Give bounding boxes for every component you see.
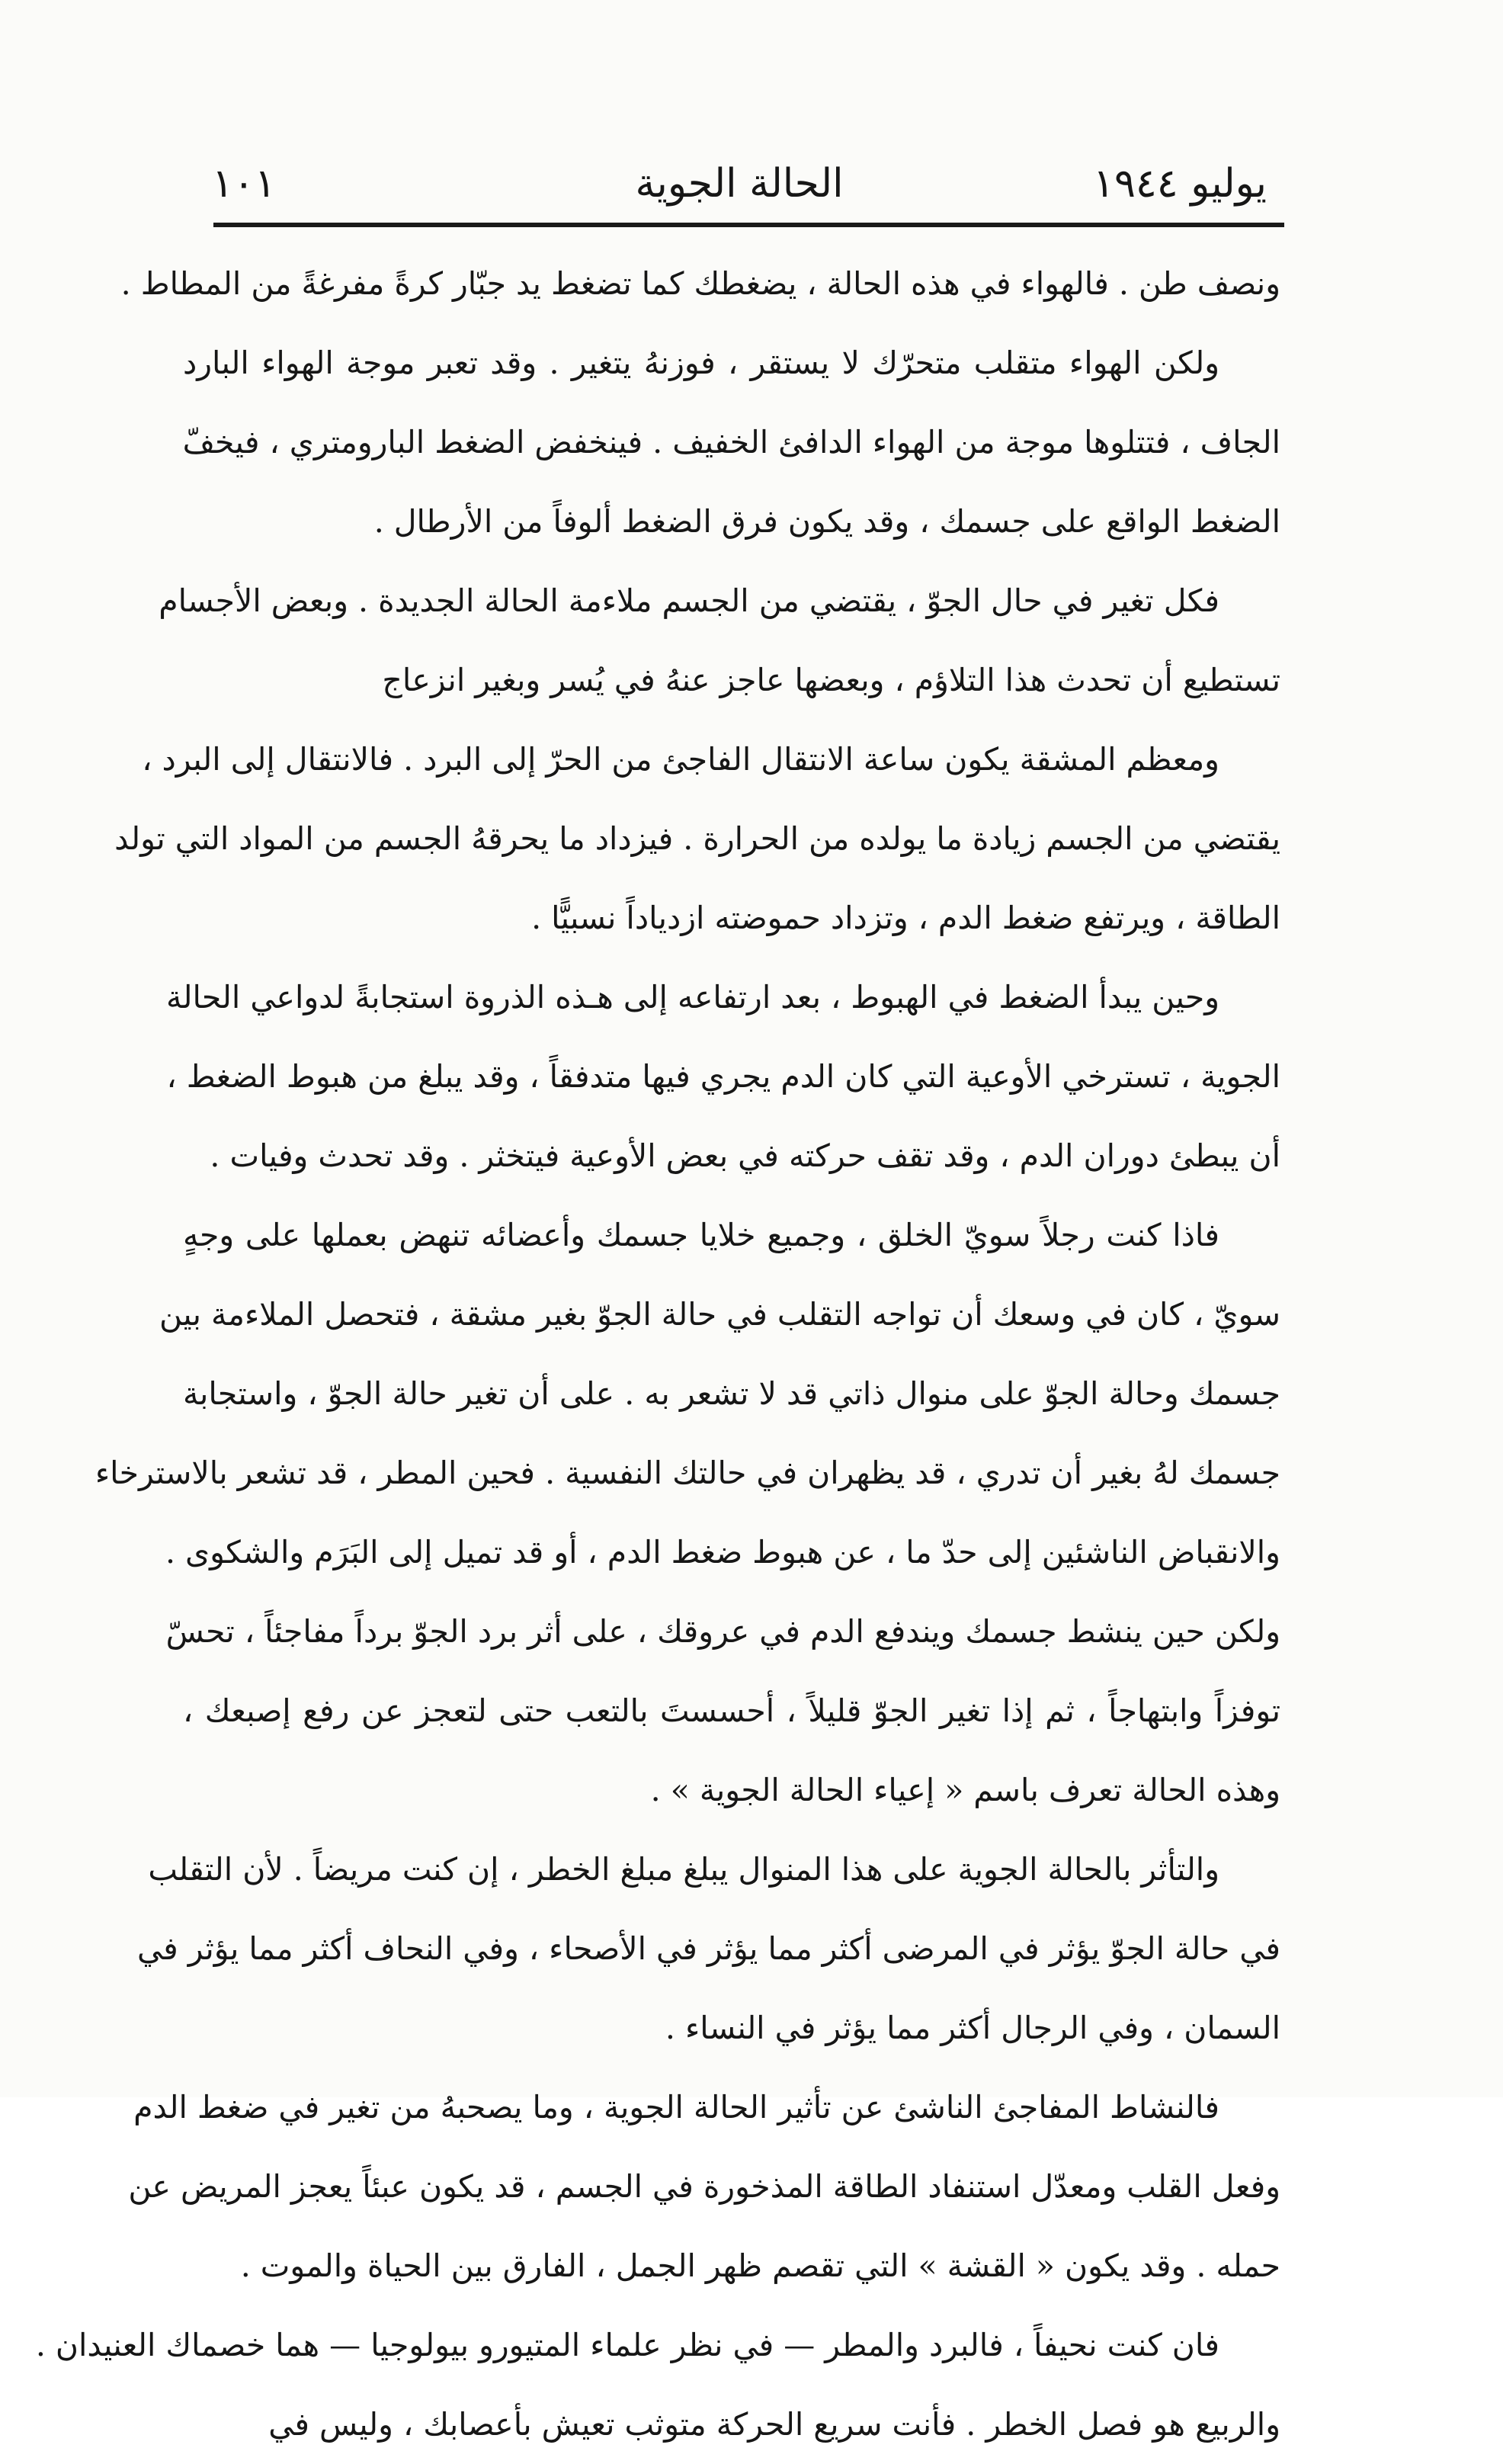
text-line: والانقباض الناشئين إلى حدّ ما ، عن هبوط ضغط الدم ، أو قد تميل إلى البَرَم والشكوى . <box>165 1534 1280 1570</box>
paragraph <box>35 2305 1280 2464</box>
paragraph <box>159 561 1280 720</box>
text-line: فالنشاط المفاجئ الناشئ عن تأثير الحالة الجوية ، وما يصحبهُ من تغير في ضغط الدم <box>133 2089 1219 2126</box>
text-line: تستطيع أن تحدث هذا التلاؤم ، وبعضها عاجز عنهُ في يُسر وبغير انزعاج <box>382 662 1280 698</box>
text-line: جسمك لهُ بغير أن تدري ، قد يظهران في حالتك النفسية . فحين المطر ، قد تشعر بالاسترخاء <box>95 1455 1280 1491</box>
text-line: الجوية ، تسترخي الأوعية التي كان الدم يجري فيها متدفقاً ، وقد يبلغ من هبوط الضغط ، <box>166 1058 1280 1095</box>
paragraph <box>95 1195 1280 1830</box>
text-line: والربيع هو فصل الخطر . فأنت سريع الحركة متوثب تعيش بأعصابك ، وليس في <box>268 2406 1280 2443</box>
text-line: جسمك وحالة الجوّ على منوال ذاتي قد لا تشعر به . على أن تغير حالة الجوّ ، واستجابة <box>183 1375 1280 1412</box>
paragraph <box>165 958 1280 1195</box>
paragraph <box>128 2068 1280 2305</box>
paragraph <box>120 244 1280 323</box>
text-line: ونصف طن . فالهواء في هذه الحالة ، يضغطك كما تضغط يد جبّار كرةً مفرغةً من المطاط . <box>120 265 1280 302</box>
text-line: السمان ، وفي الرجال أكثر مما يؤثر في النساء . <box>665 2010 1280 2046</box>
text-line: حمله . وقد يكون « القشة » التي تقصم ظهر الجمل ، الفارق بين الحياة والموت . <box>240 2247 1280 2284</box>
header-date: يوليو ١٩٤٤ <box>1093 161 1267 207</box>
text-line: الطاقة ، ويرتفع ضغط الدم ، وتزداد حموضته ازدياداً نسبيًّا . <box>531 900 1280 936</box>
text-line: ولكن حين ينشط جسمك ويندفع الدم في عروقك ، على أثر برد الجوّ برداً مفاجئاً ، تحسّ <box>165 1613 1280 1650</box>
text-line: ولكن الهواء متقلب متحرّك لا يستقر ، فوزنهُ يتغير . وقد تعبر موجة الهواء البارد <box>183 345 1219 381</box>
running-header <box>198 149 1280 218</box>
text-line: الضغط الواقع على جسمك ، وقد يكون فرق الضغط ألوفاً من الأرطال . <box>373 503 1280 540</box>
page-number: ١٠١ <box>212 161 276 207</box>
text-line: ومعظم المشقة يكون ساعة الانتقال الفاجئ من الحرّ إلى البرد . فالانتقال إلى البرد ، <box>142 741 1219 778</box>
text-line: الجاف ، فتتلوها موجة من الهواء الدافئ الخفيف . فينخفض الضغط البارومتري ، فيخفّ <box>182 424 1280 460</box>
header-title: الحالة الجوية <box>635 161 844 207</box>
text-line: وهذه الحالة تعرف باسم « إعياء الحالة الجوية » . <box>650 1772 1280 1808</box>
text-line: يقتضي من الجسم زيادة ما يولده من الحرارة . فيزداد ما يحرقهُ الجسم من المواد التي تولد <box>114 820 1280 857</box>
text-line: أن يبطئ دوران الدم ، وقد تقف حركته في بعض الأوعية فيتخثر . وقد تحدث وفيات . <box>210 1137 1280 1174</box>
paragraph <box>136 1830 1280 2068</box>
text-line: فاذا كنت رجلاً سويّ الخلق ، وجميع خلايا جسمك وأعضائه تنهض بعملها على وجهٍ <box>183 1217 1219 1253</box>
text-line: توفزاً وابتهاجاً ، ثم إذا تغير الجوّ قليلاً ، أحسستَ بالتعب حتى لتعجز عن رفع إصبعك ، <box>183 1692 1280 1729</box>
text-line: فان كنت نحيفاً ، فالبرد والمطر — في نظر علماء المتيورو بيولوجيا — هما خصماك العنيدان . <box>35 2327 1219 2363</box>
paragraph <box>114 720 1280 958</box>
header-rule <box>213 223 1284 227</box>
article-body <box>35 244 1280 2464</box>
text-line: فكل تغير في حال الجوّ ، يقتضي من الجسم ملاءمة الحالة الجديدة . وبعض الأجسام <box>159 582 1219 619</box>
text-line: والتأثر بالحالة الجوية على هذا المنوال يبلغ مبلغ الخطر ، إن كنت مريضاً . لأن التقلب <box>148 1851 1219 1888</box>
text-line: في حالة الجوّ يؤثر في المرضى أكثر مما يؤثر في الأصحاء ، وفي النحاف أكثر مما يؤثر في <box>136 1930 1280 1967</box>
text-line: سويّ ، كان في وسعك أن تواجه التقلب في حالة الجوّ بغير مشقة ، فتحصل الملاءمة بين <box>159 1296 1280 1333</box>
paragraph <box>183 323 1280 561</box>
text-line: وحين يبدأ الضغط في الهبوط ، بعد ارتفاعه إلى هـذه الذروة استجابةً لدواعي الحالة <box>165 979 1219 1015</box>
text-line: وفعل القلب ومعدّل استنفاد الطاقة المذخورة في الجسم ، قد يكون عبئاً يعجز المريض عن <box>128 2168 1280 2205</box>
